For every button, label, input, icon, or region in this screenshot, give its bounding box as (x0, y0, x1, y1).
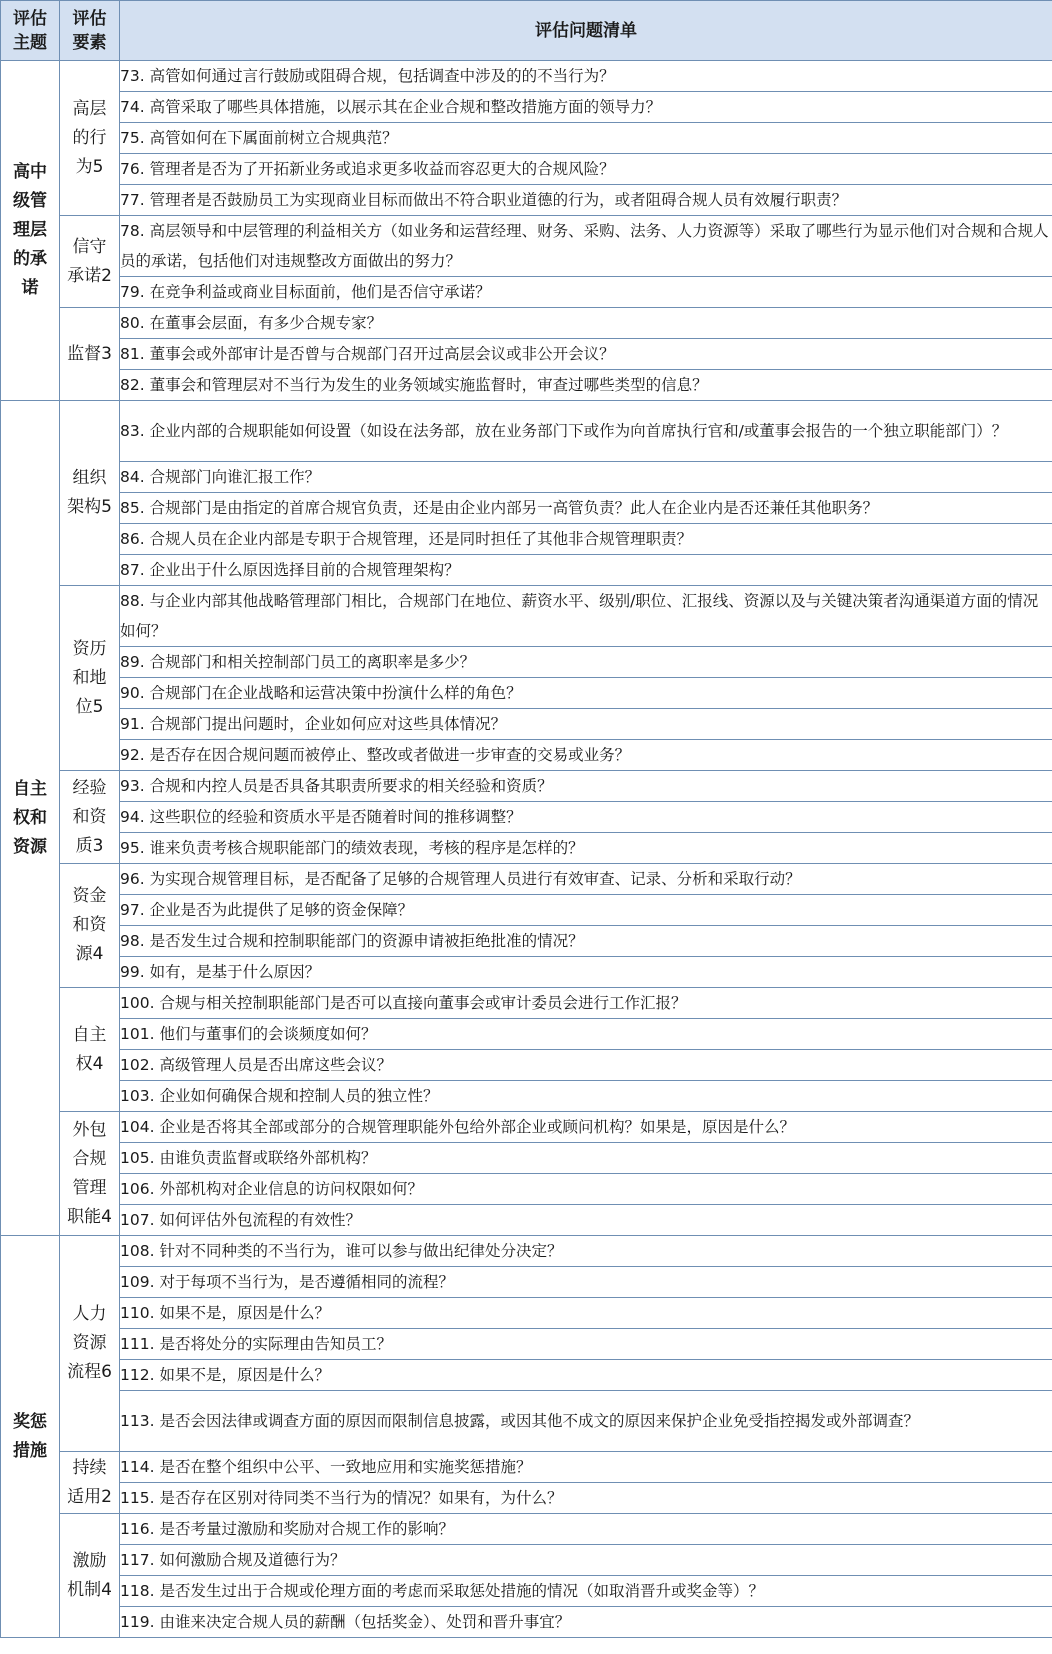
element-cell (60, 586, 120, 771)
question-row (1, 61, 1052, 92)
topic-label: 奖惩 措施 (13, 1411, 47, 1461)
question-row (1, 678, 1052, 709)
question-cell: 113. 是否会因法律或调查方面的原因而限制信息披露，或因其他不成文的原因来保护企业免受指控揭发或外部调查？ (120, 1391, 1052, 1452)
question-row (1, 185, 1052, 216)
question-cell: 99. 如有，是基于什么原因？ (120, 957, 1052, 988)
question-cell: 89. 合规部门和相关控制部门员工的离职率是多少？ (120, 647, 1052, 678)
question-row (1, 462, 1052, 493)
question-row (1, 339, 1052, 370)
question-cell: 118. 是否发生过出于合规或伦理方面的考虑而采取惩处措施的情况（如取消晋升或奖金等）？ (120, 1576, 1052, 1607)
table-body (1, 61, 1052, 1638)
question-row (1, 154, 1052, 185)
question-cell: 103. 企业如何确保合规和控制人员的独立性？ (120, 1081, 1052, 1112)
question-cell: 115. 是否存在区别对待同类不当行为的情况？如果有，为什么？ (120, 1483, 1052, 1514)
question-cell: 86. 合规人员在企业内部是专职于合规管理，还是同时担任了其他非合规管理职责？ (120, 524, 1052, 555)
question-cell: 107. 如何评估外包流程的有效性？ (120, 1205, 1052, 1236)
element-label: 资历 和地 位5 (72, 638, 107, 717)
question-cell: 90. 合规部门在企业战略和运营决策中扮演什么样的角色？ (120, 678, 1052, 709)
question-cell: 82. 董事会和管理层对不当行为发生的业务领域实施监督时，审查过哪些类型的信息？ (120, 370, 1052, 401)
element-label: 人力 资源 流程6 (67, 1304, 112, 1382)
element-cell (60, 1514, 120, 1638)
topic-cell (1, 1236, 60, 1638)
question-row (1, 1174, 1052, 1205)
question-cell: 84. 合规部门向谁汇报工作？ (120, 462, 1052, 493)
question-cell: 116. 是否考量过激励和奖励对合规工作的影响？ (120, 1514, 1052, 1545)
element-label: 高层 的行 为5 (72, 98, 107, 177)
question-row (1, 1050, 1052, 1081)
question-cell: 112. 如果不是，原因是什么？ (120, 1360, 1052, 1391)
element-label: 监督3 (67, 343, 112, 364)
question-cell: 111. 是否将处分的实际理由告知员工？ (120, 1329, 1052, 1360)
element-label: 经验 和资 质3 (72, 777, 107, 856)
question-row (1, 524, 1052, 555)
question-row (1, 586, 1052, 647)
question-cell: 91. 合规部门提出问题时，企业如何应对这些具体情况？ (120, 709, 1052, 740)
question-row (1, 864, 1052, 895)
question-cell: 97. 企业是否为此提供了足够的资金保障？ (120, 895, 1052, 926)
question-cell: 117. 如何激励合规及道德行为？ (120, 1545, 1052, 1576)
element-label: 外包 合规 管理 职能4 (67, 1119, 112, 1227)
element-cell (60, 1452, 120, 1514)
element-cell (60, 1112, 120, 1236)
element-label: 组织 架构5 (67, 468, 112, 517)
question-row (1, 216, 1052, 277)
question-cell: 94. 这些职位的经验和资质水平是否随着时间的推移调整？ (120, 802, 1052, 833)
question-row (1, 1236, 1052, 1267)
question-row (1, 988, 1052, 1019)
element-label: 资金 和资 源4 (72, 886, 107, 964)
question-cell: 80. 在董事会层面，有多少合规专家？ (120, 308, 1052, 339)
question-row (1, 308, 1052, 339)
question-row (1, 1081, 1052, 1112)
question-row (1, 833, 1052, 864)
question-cell: 92. 是否存在因合规问题而被停止、整改或者做进一步审查的交易或业务？ (120, 740, 1052, 771)
header-questions-label: 评估问题清单 (535, 20, 637, 41)
question-row (1, 926, 1052, 957)
question-row (1, 647, 1052, 678)
header-element (60, 1, 120, 61)
question-cell: 81. 董事会或外部审计是否曾与合规部门召开过高层会议或非公开会议？ (120, 339, 1052, 370)
topic-cell (1, 61, 60, 401)
question-cell: 76. 管理者是否为了开拓新业务或追求更多收益而容忍更大的合规风险？ (120, 154, 1052, 185)
header-topic-label: 评估 主题 (13, 8, 47, 53)
question-row (1, 1205, 1052, 1236)
question-row (1, 1576, 1052, 1607)
element-label: 激励 机制4 (67, 1550, 112, 1600)
question-row (1, 1267, 1052, 1298)
question-row (1, 802, 1052, 833)
question-cell: 74. 高管采取了哪些具体措施，以展示其在企业合规和整改措施方面的领导力？ (120, 92, 1052, 123)
question-cell: 108. 针对不同种类的不当行为，谁可以参与做出纪律处分决定？ (120, 1236, 1052, 1267)
element-label: 信守 承诺2 (67, 236, 112, 286)
question-row (1, 1545, 1052, 1576)
question-row (1, 555, 1052, 586)
element-cell (60, 1236, 120, 1452)
question-cell: 83. 企业内部的合规职能如何设置（如设在法务部，放在业务部门下或作为向首席执行官和/或董事会报告的一个独立职能部门）？ (120, 401, 1052, 462)
header-element-label: 评估 要素 (72, 8, 107, 53)
question-row (1, 1143, 1052, 1174)
question-row (1, 957, 1052, 988)
question-cell: 95. 谁来负责考核合规职能部门的绩效表现，考核的程序是怎样的？ (120, 833, 1052, 864)
question-cell: 109. 对于每项不当行为，是否遵循相同的流程？ (120, 1267, 1052, 1298)
topic-cell (1, 401, 60, 1236)
topic-label: 高中 级管 理层 的承 诺 (13, 162, 47, 298)
question-cell: 93. 合规和内控人员是否具备其职责所要求的相关经验和资质？ (120, 771, 1052, 802)
element-cell (60, 988, 120, 1112)
question-cell: 85. 合规部门是由指定的首席合规官负责，还是由企业内部另一高管负责？此人在企业内是否还兼任其他职务？ (120, 493, 1052, 524)
question-row (1, 92, 1052, 123)
question-row (1, 1391, 1052, 1452)
question-cell: 75. 高管如何在下属面前树立合规典范？ (120, 123, 1052, 154)
question-cell: 100. 合规与相关控制职能部门是否可以直接向董事会或审计委员会进行工作汇报？ (120, 988, 1052, 1019)
question-row (1, 370, 1052, 401)
question-row (1, 1112, 1052, 1143)
question-cell: 105. 由谁负责监督或联络外部机构？ (120, 1143, 1052, 1174)
question-cell: 87. 企业出于什么原因选择目前的合规管理架构？ (120, 555, 1052, 586)
question-row (1, 1607, 1052, 1638)
question-row (1, 1019, 1052, 1050)
question-cell: 102. 高级管理人员是否出席这些会议？ (120, 1050, 1052, 1081)
element-cell (60, 308, 120, 401)
question-cell: 104. 企业是否将其全部或部分的合规管理职能外包给外部企业或顾问机构？如果是，原因是什么？ (120, 1112, 1052, 1143)
question-row (1, 401, 1052, 462)
question-cell: 101. 他们与董事们的会谈频度如何？ (120, 1019, 1052, 1050)
question-cell: 110. 如果不是，原因是什么？ (120, 1298, 1052, 1329)
question-cell: 88. 与企业内部其他战略管理部门相比，合规部门在地位、薪资水平、级别/职位、汇报线、资源以及与关键决策者沟通渠道方面的情况如何？ (120, 586, 1052, 647)
question-row (1, 740, 1052, 771)
question-row (1, 1360, 1052, 1391)
element-cell (60, 864, 120, 988)
question-cell: 78. 高层领导和中层管理的利益相关方（如业务和运营经理、财务、采购、法务、人力资源等）采取了哪些行为显示他们对合规和合规人员的承诺，包括他们对违规整改方面做出的努力？ (120, 216, 1052, 277)
question-cell: 119. 由谁来决定合规人员的薪酬（包括奖金）、处罚和晋升事宜？ (120, 1607, 1052, 1638)
question-row (1, 1452, 1052, 1483)
question-row (1, 123, 1052, 154)
element-cell (60, 61, 120, 216)
question-row (1, 493, 1052, 524)
question-row (1, 1298, 1052, 1329)
question-cell: 106. 外部机构对企业信息的访问权限如何？ (120, 1174, 1052, 1205)
element-cell (60, 401, 120, 586)
question-row (1, 709, 1052, 740)
element-label: 持续 适用2 (67, 1457, 112, 1507)
question-row (1, 895, 1052, 926)
question-row (1, 277, 1052, 308)
question-row (1, 1514, 1052, 1545)
header-topic (1, 1, 60, 61)
header-row (1, 1, 1052, 61)
question-cell: 98. 是否发生过合规和控制职能部门的资源申请被拒绝批准的情况？ (120, 926, 1052, 957)
question-row (1, 771, 1052, 802)
header-questions (120, 1, 1052, 61)
question-cell: 73. 高管如何通过言行鼓励或阻碍合规，包括调查中涉及的的不当行为？ (120, 61, 1052, 92)
element-cell (60, 216, 120, 308)
question-cell: 79. 在竞争利益或商业目标面前，他们是否信守承诺？ (120, 277, 1052, 308)
question-cell: 96. 为实现合规管理目标，是否配备了足够的合规管理人员进行有效审查、记录、分析和采取行动？ (120, 864, 1052, 895)
question-row (1, 1329, 1052, 1360)
question-row (1, 1483, 1052, 1514)
question-cell: 77. 管理者是否鼓励员工为实现商业目标而做出不符合职业道德的行为，或者阻碍合规人员有效履行职责？ (120, 185, 1052, 216)
topic-label: 自主 权和 资源 (13, 778, 47, 857)
element-label: 自主 权4 (72, 1024, 107, 1074)
question-cell: 114. 是否在整个组织中公平、一致地应用和实施奖惩措施？ (120, 1452, 1052, 1483)
element-cell (60, 771, 120, 864)
